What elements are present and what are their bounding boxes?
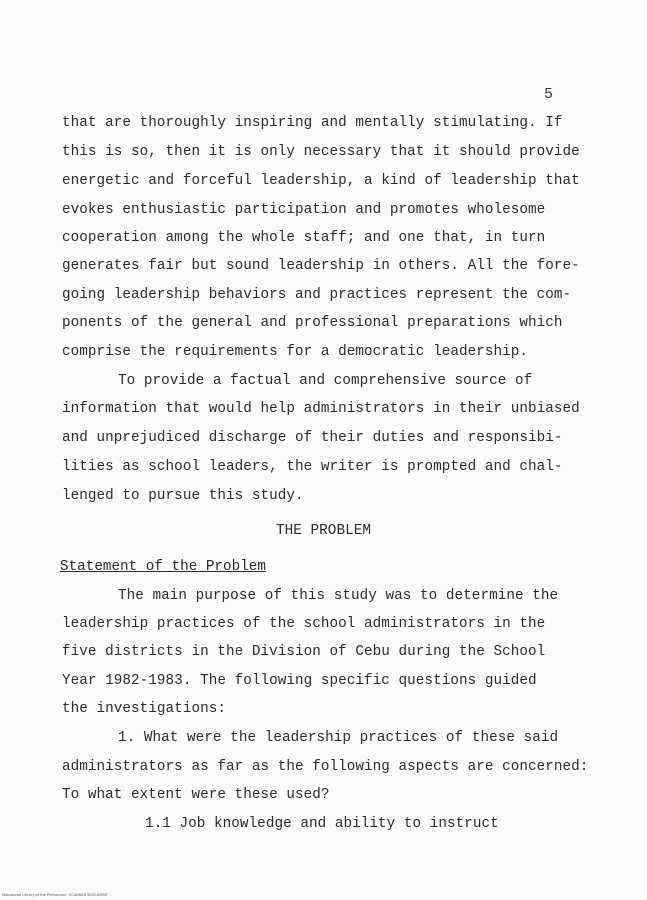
subsection-title: Statement of the Problem — [60, 559, 266, 575]
paragraph-line: energetic and forceful leadership, a kind of leadership that — [62, 173, 580, 189]
paragraph-line: lenged to pursue this study. — [62, 488, 304, 504]
paragraph-line: information that would help administrators in their unbiased — [62, 401, 580, 417]
page-number: 5 — [544, 86, 554, 103]
paragraph-line: the investigations: — [62, 701, 226, 717]
question-line: To what extent were these used? — [62, 787, 330, 803]
paragraph-line: Year 1982-1983. The following specific questions guided — [62, 673, 537, 689]
paragraph-line: and unprejudiced discharge of their duties and responsibi- — [62, 430, 563, 446]
paragraph-line: comprise the requirements for a democratic leadership. — [62, 344, 528, 360]
paragraph-line: generates fair but sound leadership in others. All the fore- — [62, 258, 580, 274]
scan-footer: Mahasiswa Library of the Philippines · SCANNED DOCUMENT — [2, 893, 108, 897]
paragraph-line: cooperation among the whole staff; and one that, in turn — [62, 230, 546, 246]
question-line: administrators as far as the following aspects are concerned: — [62, 759, 589, 775]
paragraph-line: evokes enthusiastic participation and promotes wholesome — [62, 202, 546, 218]
paragraph-line: going leadership behaviors and practices represent the com- — [62, 287, 572, 303]
paragraph-line: leadership practices of the school administrators in the — [62, 616, 546, 632]
paragraph-line: this is so, then it is only necessary that it should provide — [62, 144, 580, 160]
paragraph-line: The main purpose of this study was to determine the — [118, 588, 559, 604]
paragraph-line: five districts in the Division of Cebu during the School — [62, 644, 546, 660]
paragraph-line: lities as school leaders, the writer is prompted and chal- — [62, 459, 563, 475]
paragraph-line: that are thoroughly inspiring and mentally stimulating. If — [62, 115, 563, 131]
section-title: THE PROBLEM — [276, 523, 371, 539]
subitem-line: 1.1 Job knowledge and ability to instruct — [145, 816, 499, 832]
paragraph-line: ponents of the general and professional preparations which — [62, 315, 563, 331]
question-line: 1. What were the leadership practices of these said — [118, 730, 559, 746]
paragraph-line: To provide a factual and comprehensive source of — [118, 373, 533, 389]
